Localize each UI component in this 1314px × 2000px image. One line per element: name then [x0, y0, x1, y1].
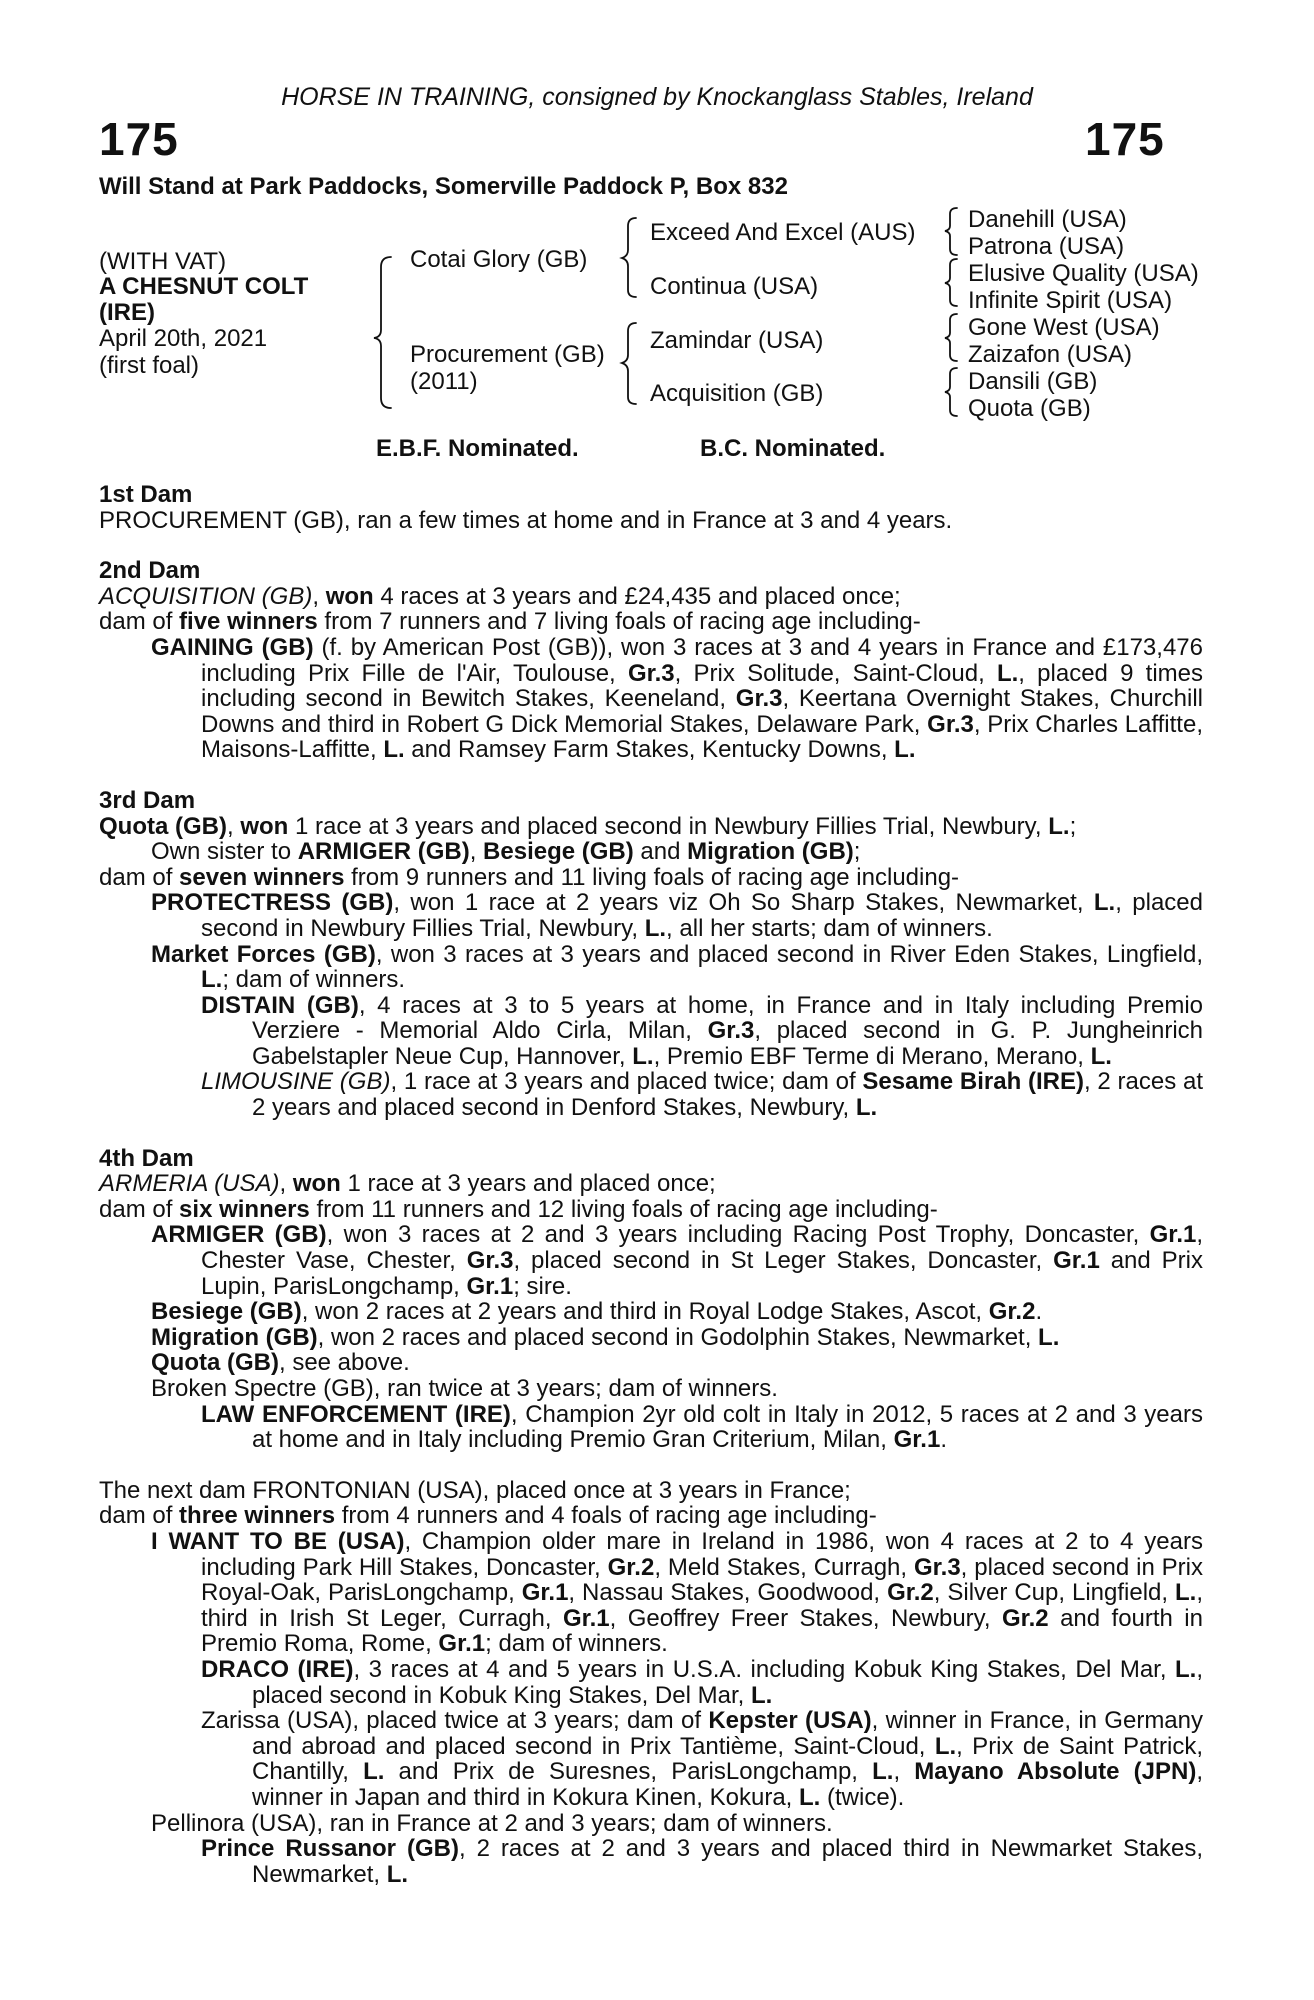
text-run: , winner in France, in Germany and abroad and placed second in Prix Tantième, Saint-Cloud, — [252, 1707, 1204, 1760]
text-run: Gr.1 — [1149, 1221, 1197, 1249]
text-run: Broken Spectre (GB), ran twice at 3 years; dam of winners. — [151, 1375, 778, 1402]
text-run: won — [240, 812, 289, 840]
produce-entry — [99, 1376, 1203, 1402]
vat-note: (WITH VAT) — [99, 248, 227, 275]
fourth-dam-produce-line — [99, 1197, 1203, 1223]
second-dam-name: ACQUISITION (GB) — [99, 582, 313, 610]
produce-entry — [99, 1325, 1203, 1351]
text-run: L. — [934, 1732, 957, 1760]
text-run: Gr.1 — [466, 1272, 514, 1300]
dam: Procurement (GB) — [410, 341, 605, 368]
text-run: L. — [1048, 812, 1070, 840]
text-run: L. — [855, 1094, 878, 1122]
text-run: Migration (GB) — [151, 1323, 318, 1351]
next-dam-produce-line — [99, 1503, 1203, 1529]
ancestor-1: Danehill (USA) — [968, 206, 1127, 233]
text-run: Gr.3 — [466, 1247, 514, 1275]
text-run: and Ramsey Farm Stakes, Kentucky Downs, — [404, 736, 895, 764]
text-run: I WANT TO BE (USA) — [151, 1527, 405, 1555]
ancestor-6: Zaizafon (USA) — [968, 341, 1133, 368]
produce-entry — [99, 635, 1203, 763]
third-dam-title: 3rd Dam — [99, 786, 196, 814]
text-run: Zarissa (USA), placed twice at 3 years; dam of — [201, 1707, 709, 1735]
text-run: L. — [872, 1758, 894, 1786]
text-run: L. — [644, 914, 667, 942]
text-run: PROTECTRESS (GB) — [151, 889, 394, 917]
text-run: from 9 runners and 11 living foals of racing age including- — [344, 863, 960, 891]
text-run: L. — [750, 1681, 773, 1709]
text-run: LAW ENFORCEMENT (IRE) — [201, 1400, 511, 1428]
text-run: Quota (GB) — [151, 1349, 279, 1377]
text-run: five winners — [179, 608, 318, 636]
text-run: . — [940, 1426, 947, 1454]
second-dam-produce-line — [99, 609, 1203, 635]
text-run: Gr.2 — [1001, 1604, 1049, 1632]
text-run: ; dam of winners. — [485, 1630, 668, 1658]
text-run: ; dam of winners. — [222, 966, 406, 994]
text-run: L. — [386, 1860, 409, 1888]
text-run: , Champion older mare in Ireland in 1986, won 4 races at 2 to 4 years including Park Hill Stakes, Doncaster, — [201, 1527, 1203, 1581]
produce-entry — [99, 942, 1203, 993]
text-run: from 7 runners and 7 living foals of racing age including- — [317, 608, 921, 636]
first-foal-note: (first foal) — [99, 352, 200, 379]
text-run: , third in Irish St Leger, Curragh, — [201, 1579, 1204, 1632]
text-run: Gr.1 — [521, 1579, 569, 1607]
third-dam-section — [99, 788, 1203, 1121]
text-run: ; — [853, 838, 861, 866]
text-run: , 3 races at 4 and 5 years in U.S.A. including Kobuk King Stakes, Del Mar, — [353, 1655, 1175, 1683]
text-run: , Meld Stakes, Curragh, — [654, 1553, 914, 1581]
text-run: seven winners — [179, 863, 345, 891]
text-run: L. — [1093, 889, 1116, 917]
lot-number-right: 175 — [1085, 113, 1165, 165]
text-run: DRACO (IRE) — [201, 1655, 354, 1683]
text-run: , placed second in Prix Royal-Oak, ParisLongchamp, — [201, 1553, 1204, 1607]
text-run: , Prix Solitude, Saint-Cloud, — [674, 659, 997, 687]
produce-entry — [99, 1529, 1203, 1657]
horse-name: A CHESNUT COLT — [99, 273, 309, 300]
text-run: from 4 runners and 4 foals of racing age including- — [335, 1502, 877, 1530]
text-run: , won 3 races at 3 years and placed second in River Eden Stakes, Lingfield, — [375, 940, 1203, 968]
produce-entry — [99, 1299, 1203, 1325]
text-run: three winners — [179, 1502, 336, 1530]
produce-entry — [99, 1069, 1203, 1120]
text-run: ARMERIA (USA) — [99, 1170, 280, 1198]
produce-entry — [99, 1811, 1203, 1837]
text-run: ARMIGER (GB) — [297, 838, 470, 866]
sire-sire: Exceed And Excel (AUS) — [650, 219, 916, 246]
text-run: and — [633, 838, 688, 866]
lot-number-left: 175 — [99, 113, 179, 165]
fourth-dam-line — [99, 1171, 1203, 1197]
text-run: L. — [201, 966, 223, 994]
first-dam-title: 1st Dam — [99, 481, 193, 508]
text-run: L. — [363, 1758, 385, 1786]
text-run: ARMIGER (GB) — [151, 1221, 327, 1249]
text-run: LIMOUSINE (GB) — [201, 1068, 391, 1096]
text-run: , all her starts; dam of winners. — [666, 914, 993, 942]
first-dam-text: PROCUREMENT (GB), ran a few times at home and in France at 3 and 4 years. — [99, 506, 953, 534]
text-run: Gr.3 — [707, 1017, 755, 1045]
text-run: , won 2 races and placed second in Godolphin Stakes, Newmarket, — [317, 1323, 1039, 1351]
fourth-dam-title: 4th Dam — [99, 1144, 194, 1172]
produce-entry — [99, 1657, 1203, 1708]
text-run: 4 races at 3 years and £24,435 and placed once; — [373, 582, 901, 610]
text-run: L. — [1038, 1323, 1060, 1351]
text-run: , placed second in Kobuk King Stakes, Del Mar, — [252, 1655, 1203, 1709]
text-run: 1 race at 3 years and placed once; — [340, 1170, 716, 1198]
text-run: , won 3 races at 2 and 3 years including Racing Post Trophy, Doncaster, — [326, 1221, 1150, 1249]
text-run: Mayano Absolute (JPN) — [914, 1758, 1197, 1786]
second-dam-line — [99, 584, 1203, 610]
text-run: . — [1035, 1298, 1043, 1326]
text-run: L. — [894, 736, 916, 764]
produce-entry — [99, 1222, 1203, 1299]
text-run: Market Forces (GB) — [151, 940, 376, 968]
text-run: L. — [1090, 1042, 1112, 1070]
text-run: , 4 races at 3 to 5 years at home, in France and in Italy including Premio Verziere - Memorial Aldo Cirla, Milan, — [252, 991, 1203, 1045]
text-run: Migration (GB) — [687, 838, 854, 866]
text-run: Gr.2 — [607, 1553, 655, 1581]
produce-entry — [99, 1708, 1203, 1810]
text-run: Gr.3 — [735, 685, 783, 713]
text-run: GAINING (GB) — [151, 633, 314, 661]
text-run: Gr.1 — [438, 1630, 486, 1658]
text-run: , Premio EBF Terme di Merano, Merano, — [653, 1042, 1091, 1070]
dam-sire: Zamindar (USA) — [650, 327, 824, 354]
text-run: , Keertana Overnight Stakes, Churchill Downs and third in Robert G Dick Memorial Stakes, Delaware Park, — [201, 685, 1204, 738]
bc-nomination: B.C. Nominated. — [700, 435, 886, 462]
text-run: from 11 runners and 12 living foals of racing age including- — [309, 1195, 938, 1223]
text-run: Gr.3 — [927, 710, 974, 738]
text-run: , Chester Vase, Chester, — [201, 1221, 1204, 1275]
text-run: , won 2 races at 2 years and third in Royal Lodge Stakes, Ascot, — [301, 1298, 989, 1326]
text-run: dam of — [99, 1195, 180, 1223]
dam-dam: Acquisition (GB) — [650, 380, 824, 407]
sire: Cotai Glory (GB) — [410, 246, 588, 273]
text-run: Gr.2 — [988, 1298, 1036, 1326]
text-run: Prince Russanor (GB) — [201, 1835, 459, 1863]
text-run: Sesame Birah (IRE) — [862, 1068, 1084, 1096]
text-run: L. — [632, 1042, 654, 1070]
text-run: and Prix Lupin, ParisLongchamp, — [201, 1247, 1204, 1300]
text-run: DISTAIN (GB) — [201, 991, 359, 1019]
text-run: dam of — [99, 1502, 180, 1530]
text-run: , placed second in G. P. Jungheinrich Gabelstapler Neue Cup, Hannover, — [252, 1017, 1203, 1070]
text-run: , Champion 2yr old colt in Italy in 2012, 5 races at 2 and 3 years at home and in Italy including Premio Gran Criterium, Milan, — [252, 1400, 1203, 1454]
ebf-nomination: E.B.F. Nominated. — [376, 435, 579, 462]
second-dam-section — [99, 558, 1203, 763]
text-run: , Prix Charles Laffitte, Maisons-Laffitte, — [201, 710, 1203, 764]
third-dam-produce-line — [99, 865, 1203, 891]
text-run: L. — [1175, 1579, 1197, 1607]
ancestor-4: Infinite Spirit (USA) — [968, 287, 1173, 314]
text-run: , placed 9 times including second in Bewitch Stakes, Keeneland, — [201, 659, 1204, 713]
text-run: , Geoffrey Freer Stakes, Newbury, — [609, 1604, 1002, 1632]
text-run: Quota (GB) — [99, 812, 227, 840]
text-run: Gr.3 — [627, 659, 675, 687]
text-run: , won 1 race at 2 years viz Oh So Sharp Stakes, Newmarket, — [393, 889, 1094, 917]
text-run: and fourth in Premio Roma, Rome, — [201, 1604, 1203, 1658]
text-run: and Prix de Suresnes, ParisLongchamp, — [384, 1758, 873, 1786]
text-run: Own sister to — [151, 838, 298, 866]
dam-produce-records — [99, 482, 1203, 1912]
text-run: Gr.2 — [887, 1579, 934, 1607]
text-run: L. — [383, 736, 405, 764]
stand-location: Will Stand at Park Paddocks, Somerville Paddock P, Box 832 — [99, 173, 788, 200]
foaling-date: April 20th, 2021 — [99, 325, 268, 352]
text-run: Pellinora (USA), ran in France at 2 and 3 years; dam of winners. — [151, 1809, 833, 1837]
text-run: (twice). — [820, 1783, 905, 1811]
text-run: , Nassau Stakes, Goodwood, — [568, 1579, 888, 1607]
ancestor-7: Dansili (GB) — [968, 368, 1098, 395]
text-run: , — [312, 582, 326, 610]
text-run: , Silver Cup, Lingfield, — [933, 1579, 1176, 1607]
text-run: Kepster (USA) — [708, 1707, 872, 1735]
text-run: The next dam FRONTONIAN (USA), placed once at 3 years in France; — [99, 1476, 851, 1504]
produce-entry — [99, 1350, 1203, 1376]
text-run: Besiege (GB) — [151, 1298, 302, 1326]
produce-entry — [99, 1836, 1203, 1887]
text-run: , winner in Japan and third in Kokura Kinen, Kokura, — [252, 1758, 1203, 1811]
first-dam-section — [99, 482, 1203, 533]
text-run: , Prix de Saint Patrick, Chantilly, — [252, 1732, 1203, 1786]
text-run: , 1 race at 3 years and placed twice; dam of — [390, 1068, 863, 1096]
text-run: , — [893, 1758, 915, 1786]
ancestor-2: Patrona (USA) — [968, 233, 1125, 260]
horse-country: (IRE) — [99, 299, 155, 326]
text-run: L. — [996, 659, 1019, 687]
text-run: Gr.1 — [1053, 1247, 1100, 1275]
produce-entry — [99, 1402, 1203, 1453]
sister-line — [99, 839, 1203, 865]
dam-year: (2011) — [410, 368, 478, 395]
text-run: Gr.1 — [562, 1604, 610, 1632]
text-run: six winners — [179, 1195, 310, 1223]
text-run: , see above. — [278, 1349, 410, 1377]
ancestor-5: Gone West (USA) — [968, 314, 1160, 341]
text-run: , — [469, 838, 484, 866]
text-run: L. — [799, 1783, 821, 1811]
text-run: won — [292, 1170, 341, 1198]
text-run: dam of — [99, 863, 180, 891]
third-dam-line — [99, 814, 1203, 840]
text-run: , — [226, 812, 241, 840]
ancestor-3: Elusive Quality (USA) — [968, 260, 1199, 287]
text-run: , 2 races at 2 and 3 years and placed third in Newmarket Stakes, Newmarket, — [252, 1835, 1204, 1888]
text-run: (f. by American Post (GB)), won 3 races at 3 and 4 years in France and £173,476 including Prix Fille de l'Air, Toulouse, — [201, 633, 1203, 687]
second-dam-title: 2nd Dam — [99, 557, 201, 585]
produce-entry — [99, 890, 1203, 941]
sire-dam: Continua (USA) — [650, 273, 819, 300]
text-run: won — [325, 582, 374, 610]
next-dam-line — [99, 1478, 1203, 1504]
text-run: Gr.1 — [893, 1426, 941, 1454]
text-run: ; — [1069, 812, 1077, 840]
text-run: , placed second in St Leger Stakes, Doncaster, — [513, 1247, 1054, 1275]
text-run: ; sire. — [513, 1272, 572, 1300]
consignment-header: HORSE IN TRAINING, consigned by Knockanglass Stables, Ireland — [281, 83, 1033, 111]
fourth-dam-section — [99, 1146, 1203, 1453]
next-dam-section — [99, 1478, 1203, 1888]
produce-entry — [99, 993, 1203, 1070]
text-run: L. — [1175, 1655, 1197, 1683]
text-run: , — [279, 1170, 293, 1198]
text-run: Gr.3 — [913, 1553, 961, 1581]
text-run: , placed second in Newbury Fillies Trial, Newbury, — [201, 889, 1203, 942]
ancestor-8: Quota (GB) — [968, 395, 1091, 422]
text-run: 1 race at 3 years and placed second in Newbury Fillies Trial, Newbury, — [288, 812, 1049, 840]
text-run: , 2 races at 2 years and placed second in Denford Stakes, Newbury, — [252, 1068, 1203, 1122]
text-run: dam of — [99, 608, 180, 636]
text-run: Besiege (GB) — [483, 838, 634, 866]
